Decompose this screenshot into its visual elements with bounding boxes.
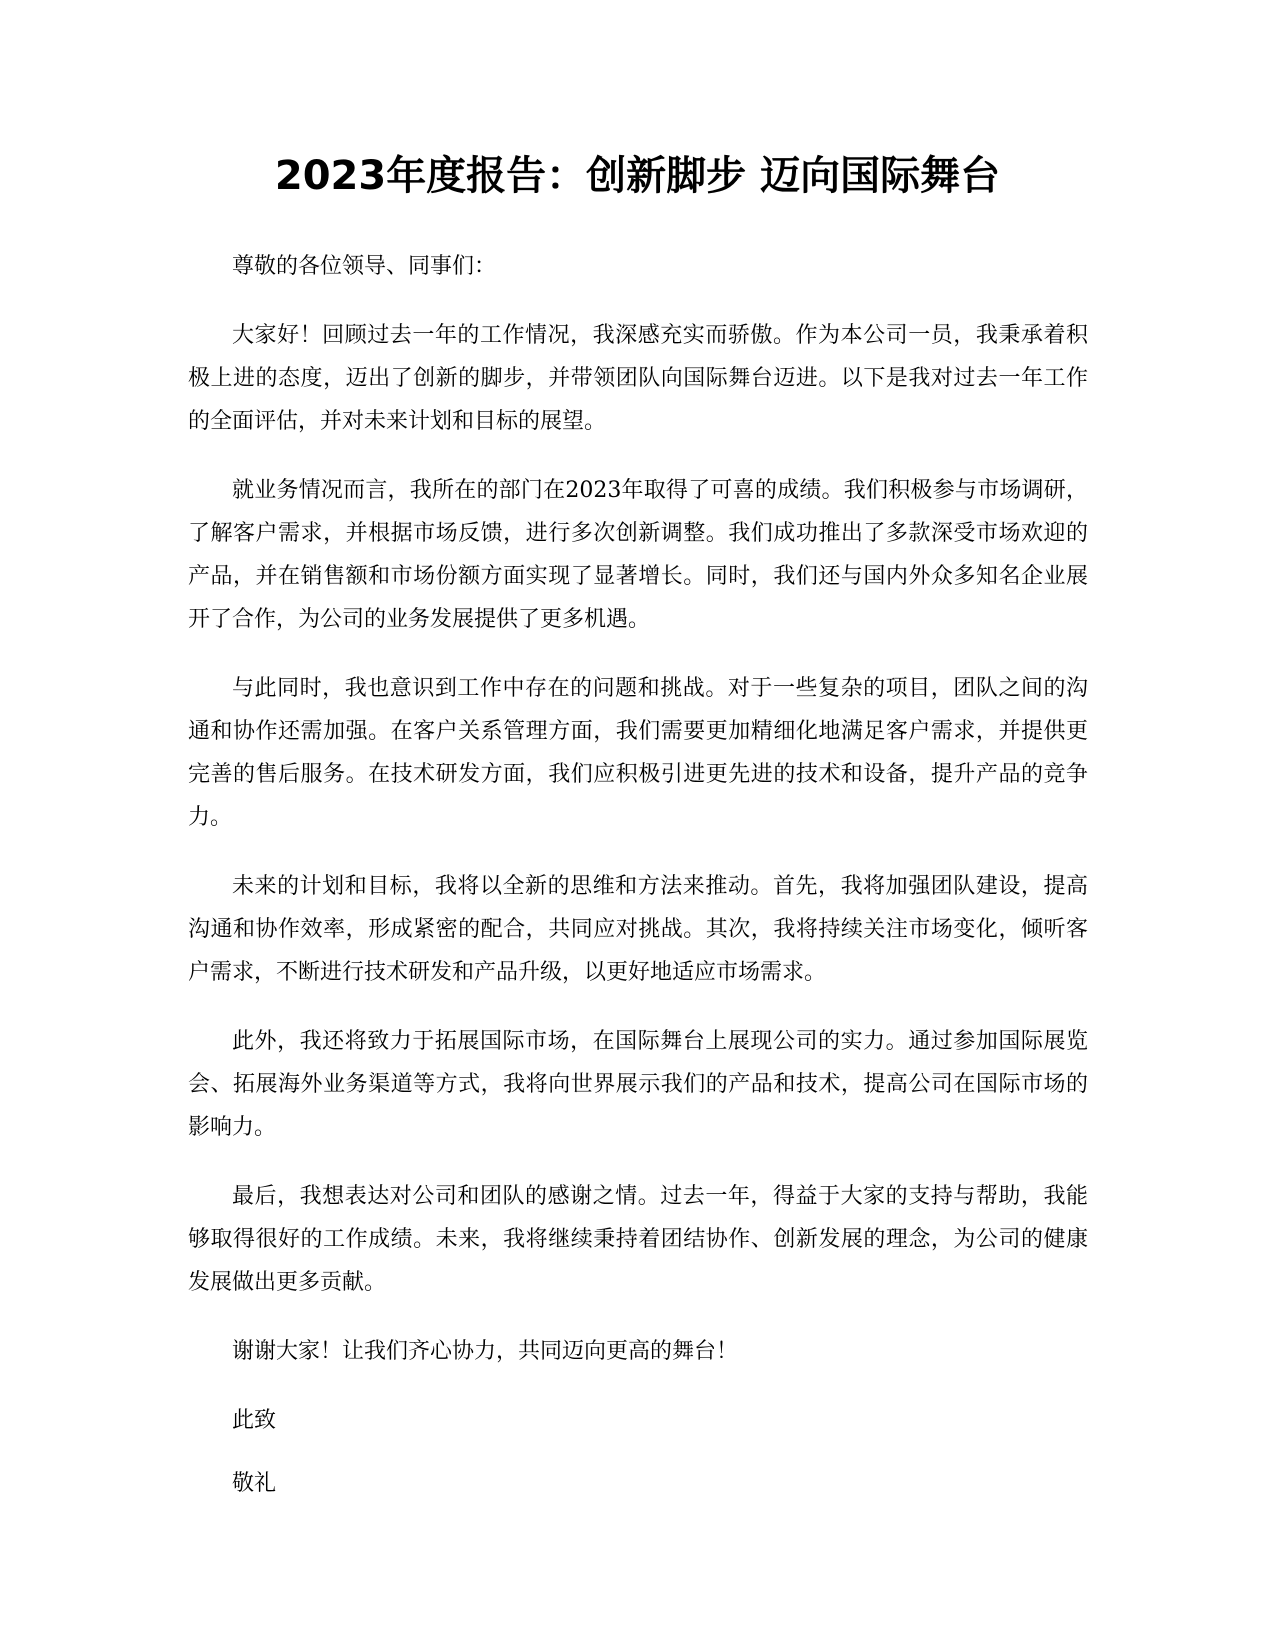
paragraph-business: 就业务情况而言，我所在的部门在2023年取得了可喜的成绩。我们积极参与市场调研，了解客户需求，并根据市场反馈，进行多次创新调整。我们成功推出了多款深受市场欢迎的产品，并在销售额和市场份额方面实现了显著增长。同时，我们还与国内外众多知名企业展开了合作，为公司的业务发展提供了更多机遇。 — [188, 478, 1088, 632]
paragraph-greeting: 大家好！回顾过去一年的工作情况，我深感充实而骄傲。作为本公司一员，我秉承着积极上进的态度，迈出了创新的脚步，并带领团队向国际舞台迈进。以下是我对过去一年工作的全面评估，并对未来计划和目标的展望。 — [188, 323, 1088, 434]
document-body — [188, 245, 1088, 1525]
salutation: 尊敬的各位领导、同事们： — [232, 254, 497, 279]
paragraph-international: 此外，我还将致力于拓展国际市场，在国际舞台上展现公司的实力。通过参加国际展览会、拓展海外业务渠道等方式，我将向世界展示我们的产品和技术，提高公司在国际市场的影响力。 — [188, 1029, 1088, 1140]
paragraph-thanks: 最后，我想表达对公司和团队的感谢之情。过去一年，得益于大家的支持与帮助，我能够取得很好的工作成绩。未来，我将继续秉持着团结协作、创新发展的理念，为公司的健康发展做出更多贡献。 — [188, 1184, 1088, 1295]
paragraph-closing-call: 谢谢大家！让我们齐心协力，共同迈向更高的舞台！ — [232, 1339, 739, 1364]
document-title: 2023年度报告：创新脚步 迈向国际舞台 — [274, 153, 1001, 199]
paragraph-plans: 未来的计划和目标，我将以全新的思维和方法来推动。首先，我将加强团队建设，提高沟通和协作效率，形成紧密的配合，共同应对挑战。其次，我将持续关注市场变化，倾听客户需求，不断进行技术研发和产品升级，以更好地适应市场需求。 — [188, 874, 1088, 985]
paragraph-challenges: 与此同时，我也意识到工作中存在的问题和挑战。对于一些复杂的项目，团队之间的沟通和协作还需加强。在客户关系管理方面，我们需要更加精细化地满足客户需求，并提供更完善的售后服务。在技术研发方面，我们应积极引进更先进的技术和设备，提升产品的竞争力。 — [188, 676, 1088, 830]
closing-ci-zhi: 此致 — [232, 1408, 277, 1433]
closing-jing-li: 敬礼 — [232, 1471, 277, 1496]
